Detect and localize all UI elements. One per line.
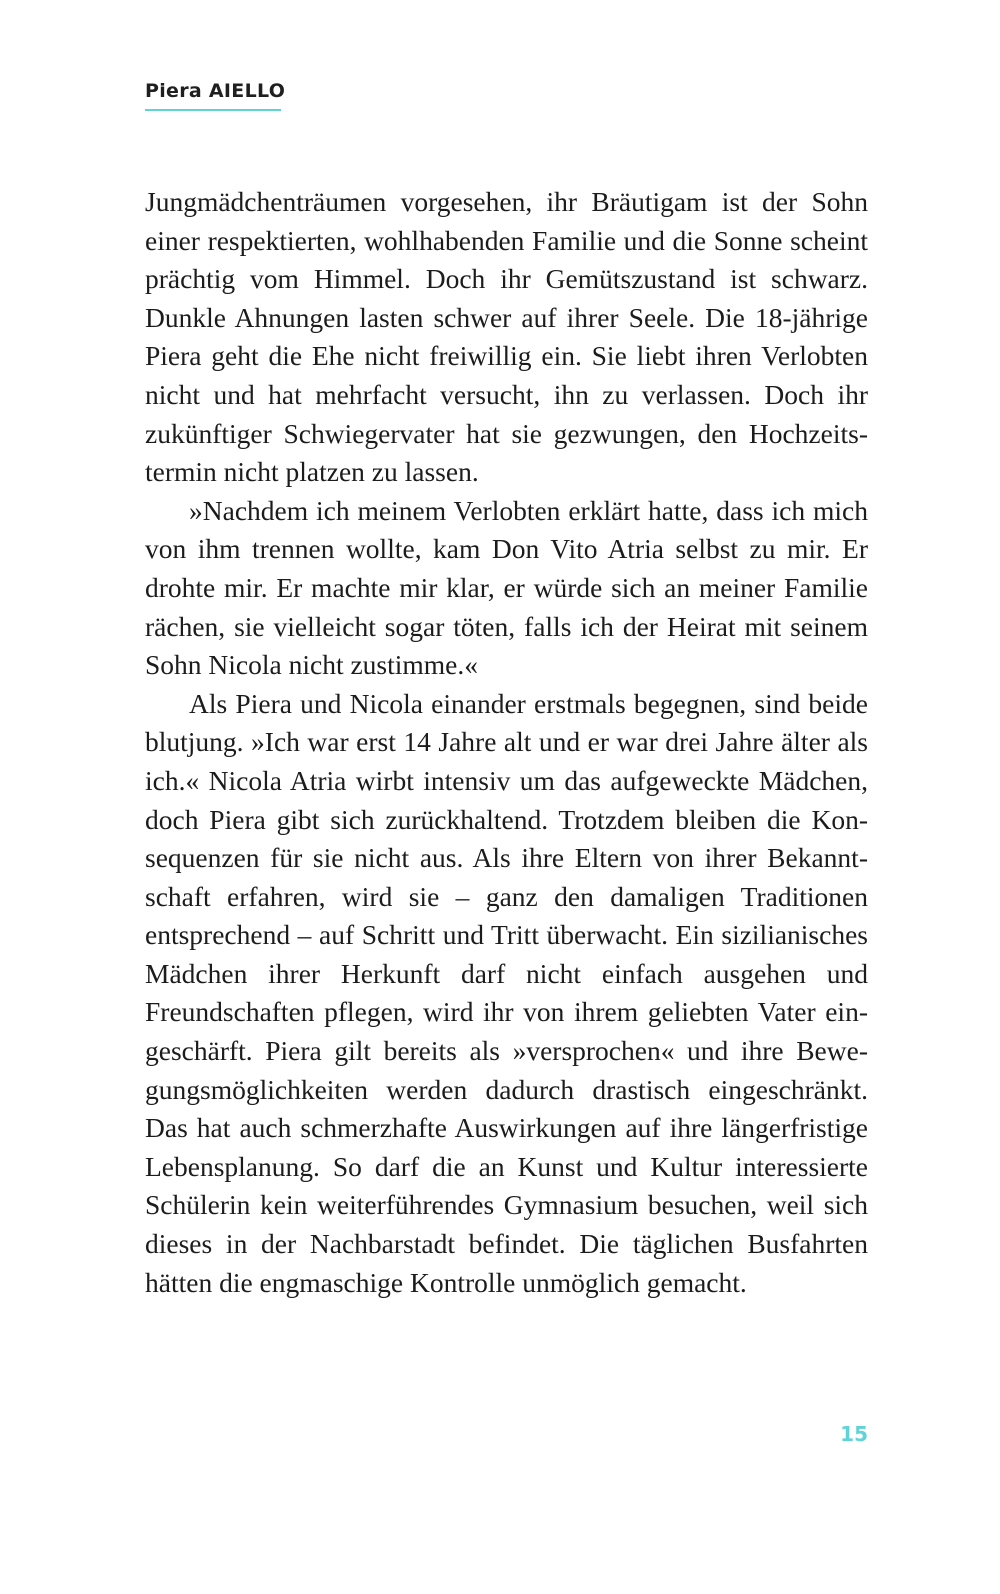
running-head-underline — [145, 109, 281, 111]
running-head: Piera AIELLO — [145, 80, 286, 102]
paragraph-2: »Nachdem ich meinem Verlobten erklärt hatte, dass ich mich von ihm trennen wollte, kam Don Vito Atria selbst zu mir. Er drohte mir. Er machte mir klar, er würde sich an meiner Familie rächen, sie vielleicht sogar töten, falls ich der Heirat mit seinem Sohn Nicola nicht zustimme.« — [145, 494, 868, 681]
body-text — [145, 183, 868, 1302]
page-number: 15 — [840, 1422, 868, 1446]
paragraph-1: Jungmädchenträumen vorgesehen, ihr Bräutigam ist der Sohn einer respektierten, wohlhabenden Familie und die Sonne scheint prächtig vom Himmel. Doch ihr Gemütszustand ist schwarz. Dunkle Ahnungen lasten schwer auf ihrer Seele. Die 18-jährige Piera geht die Ehe nicht freiwillig ein. Sie liebt ihren Verlobten nicht und hat mehrfacht versucht, ihn zu verlassen. Doch ihr zukünftiger Schwiegervater hat sie gezwungen, den Hochzeitstermin nicht platzen zu lassen. — [145, 186, 868, 488]
paragraph-3: Als Piera und Nicola einander erstmals begegnen, sind beide blutjung. »Ich war erst 14 Jahre alt und er war drei Jahre älter als ich.« Nicola Atria wirbt intensiv um das aufgeweckte Mädchen, doch Piera gibt sich zurückhaltend. Trotzdem bleiben die Konsequenzen für sie nicht aus. Als ihre Eltern von ihrer Bekanntschaft erfahren, wird sie – ganz den damaligen Traditionen entsprechend – auf Schritt und Tritt überwacht. Ein sizilianisches Mädchen ihrer Herkunft darf nicht einfach ausgehen und Freundschaften pflegen, wird ihr von ihrem geliebten Vater eingeschärft. Piera gilt bereits als »versprochen« und ihre Bewegungsmöglichkeiten werden dadurch drastisch eingeschränkt. Das hat auch schmerzhafte Auswirkungen auf ihre längerfristige Lebensplanung. So darf die an Kunst und Kultur interessierte Schülerin kein weiterführendes Gymnasium besuchen, weil sich dieses in der Nachbarstadt befindet. Die täglichen Busfahrten hätten die engmaschige Kontrolle unmöglich gemacht. — [145, 687, 868, 1298]
